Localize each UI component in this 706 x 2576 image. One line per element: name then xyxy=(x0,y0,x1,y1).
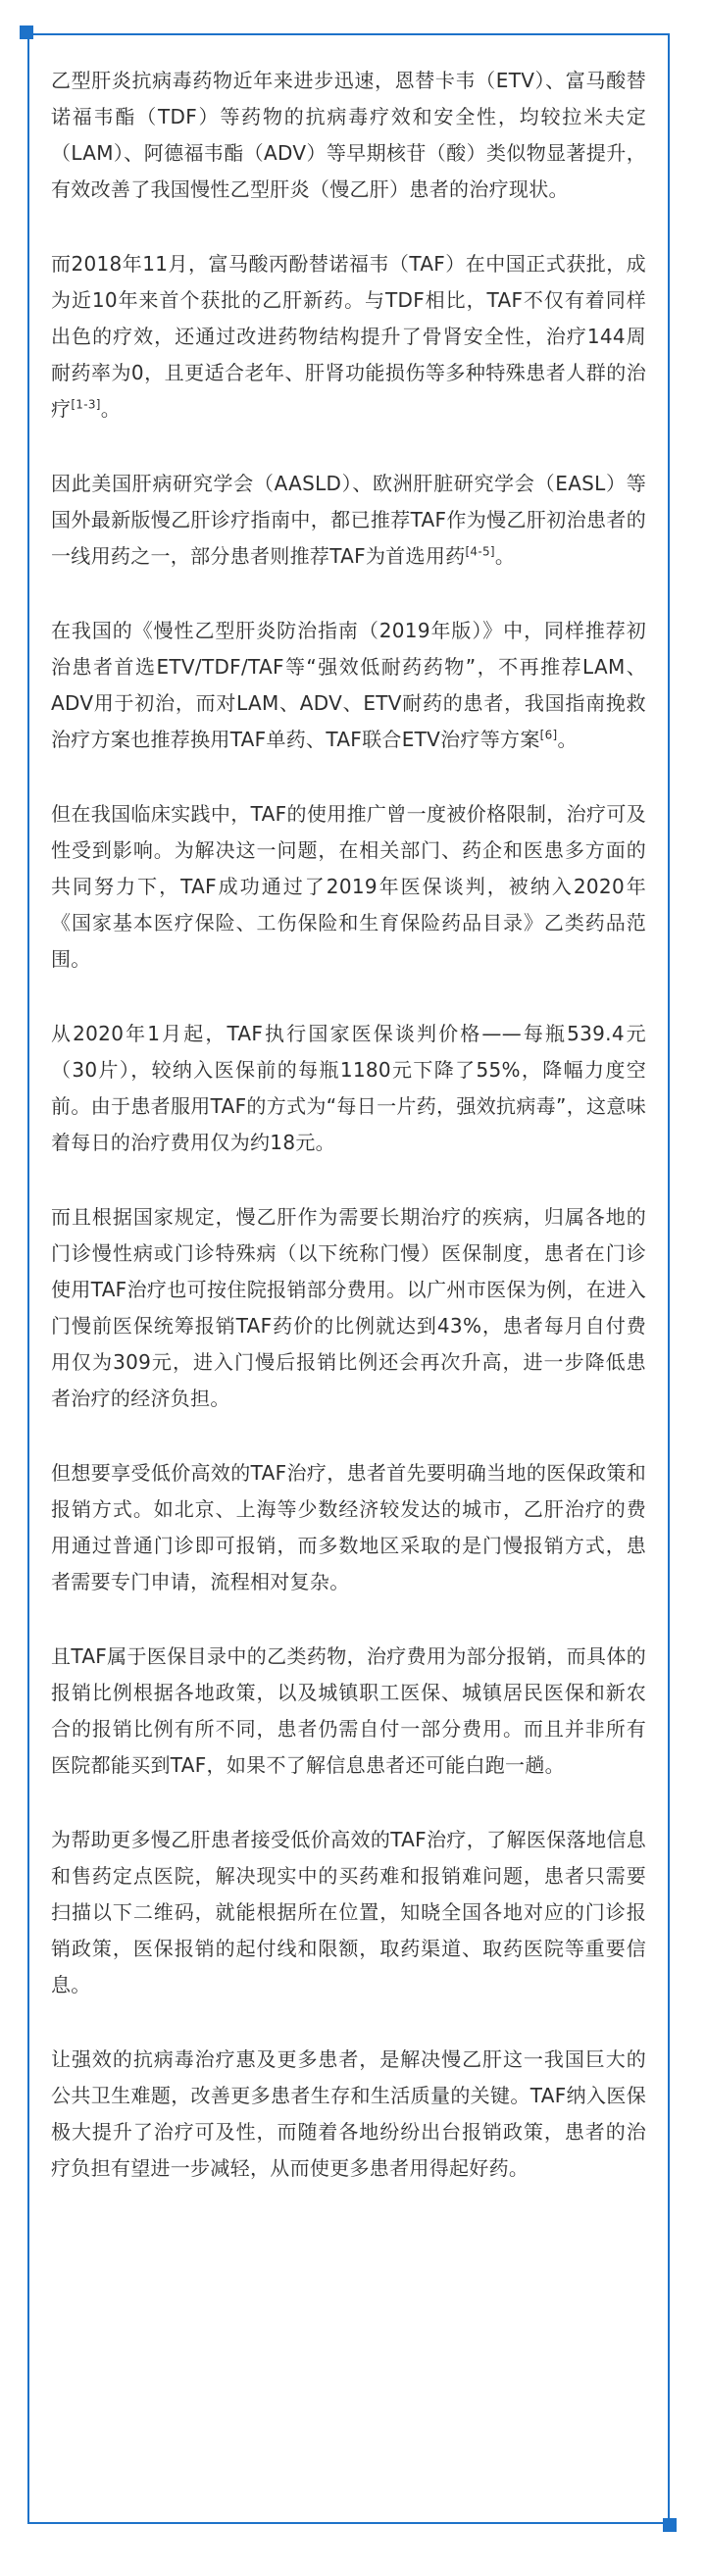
paragraph-8: 但想要享受低价高效的TAF治疗，患者首先要明确当地的医保政策和报销方式。如北京、上海等少数经济较发达的城市，乙肝治疗的费用通过普通门诊即可报销，而多数地区采取的是门慢报销方式，患者需要专门申请，流程相对复杂。 xyxy=(51,1461,646,1593)
frame-corner-bottom-right xyxy=(663,2518,677,2532)
reference-citation: [4-5] xyxy=(465,544,495,559)
paragraph-3: 因此美国肝病研究学会（AASLD）、欧洲肝脏研究学会（EASL）等国外最新版慢乙肝诊疗指南中，都已推荐TAF作为慢乙肝初治患者的一线用药之一，部分患者则推荐TAF为首选用药[4-5]。 xyxy=(51,472,646,568)
paragraph-10: 为帮助更多慢乙肝患者接受低价高效的TAF治疗，了解医保落地信息和售药定点医院，解决现实中的买药难和报销难问题，患者只需要扫描以下二维码，就能根据所在位置，知晓全国各地对应的门诊报销政策，医保报销的起付线和限额，取药渠道、取药医院等重要信息。 xyxy=(51,1828,646,1996)
paragraph-9: 且TAF属于医保目录中的乙类药物，治疗费用为部分报销，而具体的报销比例根据各地政策，以及城镇职工医保、城镇居民医保和新农合的报销比例有所不同，患者仍需自付一部分费用。而且并非所有医院都能买到TAF，如果不了解信息患者还可能白跑一趟。 xyxy=(51,1644,646,1777)
reference-citation: [1-3] xyxy=(71,397,101,412)
paragraph-5: 但在我国临床实践中，TAF的使用推广曾一度被价格限制，治疗可及性受到影响。为解决这一问题，在相关部门、药企和医患多方面的共同努力下，TAF成功通过了2019年医保谈判，被纳入2020年《国家基本医疗保险、工伤保险和生育保险药品目录》乙类药品范围。 xyxy=(51,802,646,971)
paragraph-2: 而2018年11月，富马酸丙酚替诺福韦（TAF）在中国正式获批，成为近10年来首个获批的乙肝新药。与TDF相比，TAF不仅有着同样出色的疗效，还通过改进药物结构提升了骨肾安全性，治疗144周耐药率为0，且更适合老年、肝肾功能损伤等多种特殊患者人群的治疗[1-3]。 xyxy=(51,252,646,421)
reference-citation: [6] xyxy=(539,728,558,742)
paragraph-4: 在我国的《慢性乙型肝炎防治指南（2019年版）》中，同样推荐初治患者首选ETV/TDF/TAF等“强效低耐药药物”，不再推荐LAM、ADV用于初治，而对LAM、ADV、ETV耐药的患者，我国指南挽救治疗方案也推荐换用TAF单药、TAF联合ETV治疗等方案[6]。 xyxy=(51,619,646,751)
paragraph-11: 让强效的抗病毒治疗惠及更多患者，是解决慢乙肝这一我国巨大的公共卫生难题，改善更多患者生存和生活质量的关键。TAF纳入医保极大提升了治疗可及性，而随着各地纷纷出台报销政策，患者的治疗负担有望进一步减轻，从而使更多患者用得起好药。 xyxy=(51,2047,646,2180)
frame-corner-top-left xyxy=(20,25,33,39)
paragraph-7: 而且根据国家规定，慢乙肝作为需要长期治疗的疾病，归属各地的门诊慢性病或门诊特殊病（以下统称门慢）医保制度，患者在门诊使用TAF治疗也可按住院报销部分费用。以广州市医保为例，在进入门慢前医保统筹报销TAF药价的比例就达到43%，患者每月自付费用仅为309元，进入门慢后报销比例还会再次升高，进一步降低患者治疗的经济负担。 xyxy=(51,1205,646,1410)
paragraph-6: 从2020年1月起，TAF执行国家医保谈判价格——每瓶539.4元（30片），较纳入医保前的每瓶1180元下降了55%，降幅力度空前。由于患者服用TAF的方式为“每日一片药，强效抗病毒”，这意味着每日的治疗费用仅为约18元。 xyxy=(51,1022,646,1154)
article-body xyxy=(51,63,646,2225)
paragraph-1: 乙型肝炎抗病毒药物近年来进步迅速，恩替卡韦（ETV）、富马酸替诺福韦酯（TDF）等药物的抗病毒疗效和安全性，均较拉米夫定（LAM）、阿德福韦酯（ADV）等早期核苷（酸）类似物显著提升，有效改善了我国慢性乙型肝炎（慢乙肝）患者的治疗现状。 xyxy=(51,69,646,201)
